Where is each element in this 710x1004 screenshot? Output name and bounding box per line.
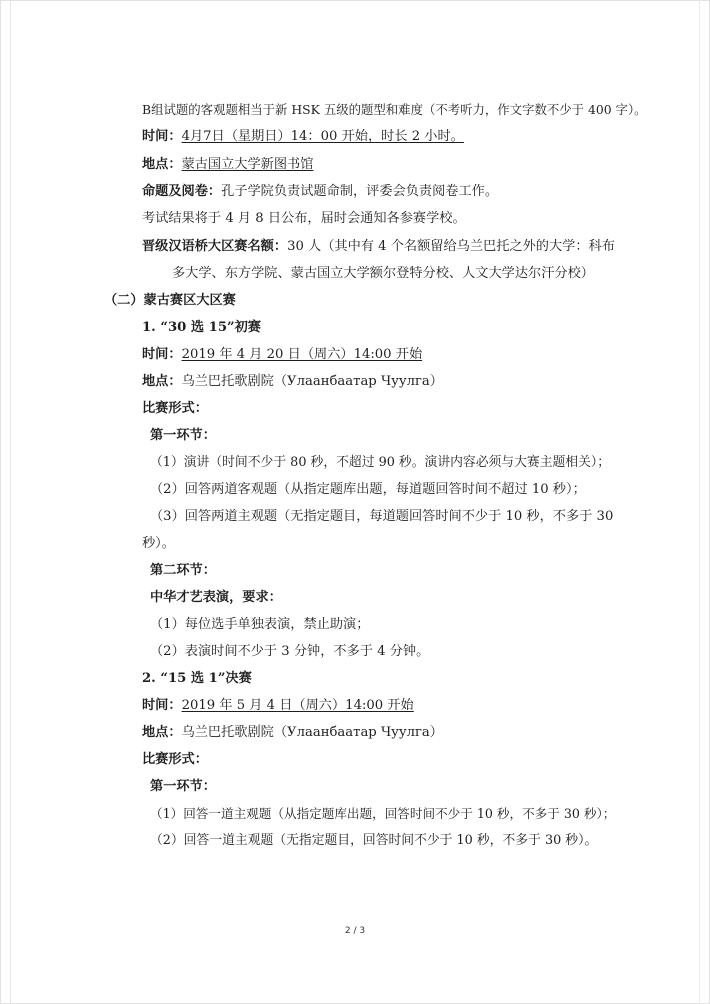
stage-1-time-value: 2019 年 4 月 20 日（周六）14:00 开始 (181, 347, 423, 362)
line-group-b-desc: B组试题的客观题相当于新 HSK 五级的题型和难度（不考听力，作文字数不少于 400 字）。 (142, 102, 647, 117)
exam-time-value: 4月7日（星期日）14：00 开始，时长 2 小时。 (181, 129, 464, 144)
exam-place-value: 蒙古国立大学新图书馆 (181, 157, 314, 172)
exam-place-line (142, 156, 313, 174)
scan-edge-left (10, 0, 11, 1004)
quota-line-cont: 多大学、东方学院、蒙古国立大学额尔登特分校、人文大学达尔汗分校） (172, 266, 594, 281)
stage-2-time-label: 时间： (142, 698, 182, 713)
stage-1-round-2-item-1: （1）每位选手单独表演，禁止助演； (150, 617, 370, 632)
stage-1-format-label: 比赛形式： (142, 401, 208, 416)
stage-1-round-2-label: 第二环节： (150, 563, 216, 578)
stage-1-time-label: 时间： (142, 347, 182, 362)
stage-2-place-value: 乌兰巴托歌剧院（Улаанбаатар Чуулга） (181, 725, 443, 740)
stage-1-place-value: 乌兰巴托歌剧院（Улаанбаатар Чуулга） (181, 374, 443, 389)
grading-value: 孔子学院负责试题命制，评委会负责阅卷工作。 (221, 184, 499, 199)
exam-time-label: 时间： (142, 129, 182, 144)
stage-1-time-line (142, 346, 422, 364)
exam-time-line (142, 128, 464, 146)
stage-1-round-1-item-3-cont: 秒）。 (142, 536, 175, 551)
stage-2-round-1-item-2: （2）回答一道主观题（无指定题目，回答时间不少于 10 秒，不多于 30 秒）。 (150, 833, 598, 848)
stage-2-place-label: 地点： (142, 725, 182, 740)
page-number: 2 / 3 (344, 926, 366, 936)
stage-1-round-1-item-3: （3）回答两道主观题（无指定题目，每道题回答时间不少于 10 秒，不多于 30 (150, 509, 614, 524)
stage-2-time-line (142, 697, 414, 715)
results-line: 考试结果将于 4 月 8 日公布，届时会通知各参赛学校。 (142, 211, 466, 226)
stage-1-round-1-item-2: （2）回答两道客观题（从指定题库出题，每道题回答时间不超过 10 秒）； (150, 482, 586, 497)
stage-1-place-line (142, 373, 443, 391)
stage-1-title: 1. “30 选 15”初赛 (142, 320, 261, 335)
stage-1-round-1-item-1: （1）演讲（时间不少于 80 秒，不超过 90 秒。演讲内容必须与大赛主题相关）； (150, 455, 611, 470)
stage-2-title: 2. “15 选 1”决赛 (142, 671, 252, 686)
stage-1-round-1-label: 第一环节： (150, 428, 216, 443)
stage-2-time-value: 2019 年 5 月 4 日（周六）14:00 开始 (181, 698, 414, 713)
stage-1-round-2-item-2: （2）表演时间不少于 3 分钟，不多于 4 分钟。 (150, 644, 430, 659)
exam-place-label: 地点： (142, 157, 182, 172)
stage-2-place-line (142, 724, 443, 742)
quota-label: 晋级汉语桥大区赛名额： (142, 239, 288, 254)
stage-1-place-label: 地点： (142, 374, 182, 389)
stage-2-round-1-item-1: （1）回答一道主观题（从指定题库出题，回答时间不少于 10 秒，不多于 30 秒）； (150, 806, 616, 821)
grading-label: 命题及阅卷： (142, 184, 222, 199)
quota-line (142, 238, 615, 256)
stage-1-round-2-title: 中华才艺表演，要求： (150, 590, 282, 605)
scan-edge-right (699, 0, 700, 1004)
stage-2-round-1-label: 第一环节： (150, 779, 216, 794)
section-2-heading: （二）蒙古赛区大区赛 (104, 293, 236, 308)
stage-2-format-label: 比赛形式： (142, 752, 208, 767)
quota-value: 30 人（其中有 4 个名额留给乌兰巴托之外的大学：科布 (287, 239, 615, 254)
grading-line (142, 183, 498, 201)
